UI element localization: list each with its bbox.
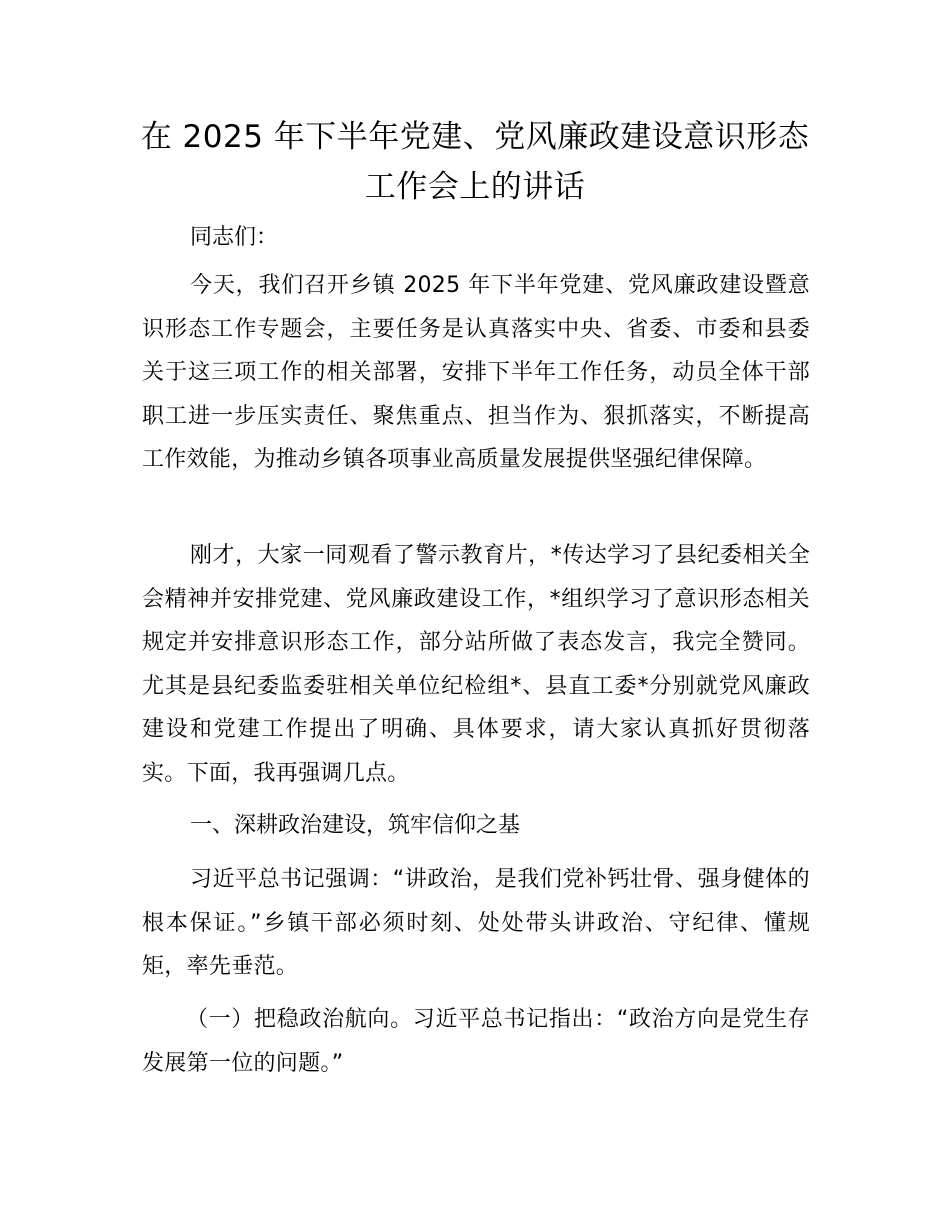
paragraph-opening: 今天，我们召开乡镇 2025 年下半年党建、党风廉政建设暨意识形态工作专题会，主要任务是认真落实中央、省委、市委和县委关于这三项工作的相关部署，安排下半年工作任务，动员全体干部职工进一步压实责任、聚焦重点、担当作为、狠抓落实，不断提高工作效能，为推动乡镇各项事业高质量发展提供坚强纪律保障。 [142, 273, 810, 472]
paragraph-section-intro: 习近平总书记强调：“讲政治，是我们党补钙壮骨、强身健体的根本保证。”乡镇干部必须时刻、处处带头讲政治、守纪律、懂规矩，率先垂范。 [142, 867, 810, 979]
section-heading: 一、深耕政治建设，筑牢信仰之基 [190, 813, 521, 838]
paragraph-subsection: （一）把稳政治航向。习近平总书记指出：“政治方向是党生存发展第一位的问题。” [142, 1007, 810, 1076]
salutation: 同志们： [190, 225, 279, 250]
document-title: 在 2025 年下半年党建、党风廉政建设意识形态工作会上的讲话 [140, 119, 810, 205]
paragraph-review: 刚才，大家一同观看了警示教育片，*传达学习了县纪委相关全会精神并安排党建、党风廉政建设工作，*组织学习了意识形态相关规定并安排意识形态工作，部分站所做了表态发言，我完全赞同。尤其是县纪委监委驻相关单位纪检组*、县直工委*分别就党风廉政建设和党建工作提出了明确、具体要求，请大家认真抓好贯彻落实。下面，我再强调几点。 [142, 543, 810, 786]
